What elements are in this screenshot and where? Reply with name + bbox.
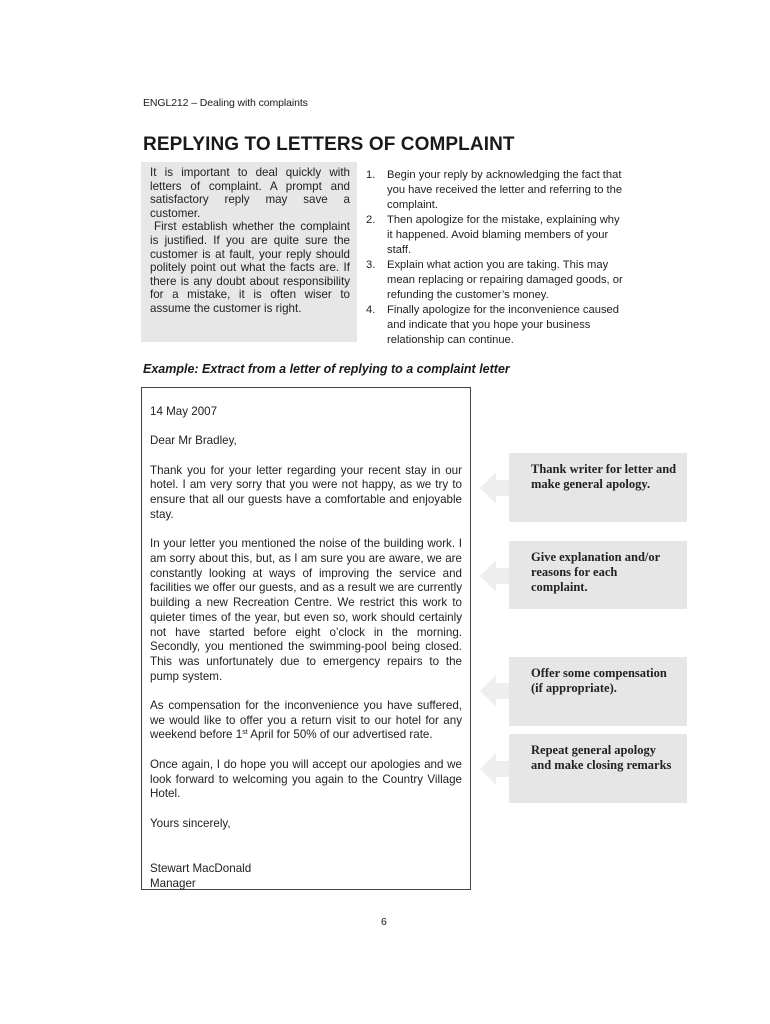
note-offer-compensation: Offer some compensation (if appropriate).	[509, 657, 687, 726]
steps-list	[366, 168, 626, 348]
date-ordinal-suffix: st	[242, 729, 248, 737]
step-item	[366, 168, 626, 213]
step-text: Explain what action you are taking. This may mean replacing or repairing damaged goods, or refunding the customer’s money.	[387, 259, 623, 301]
letter-paragraph-thanks: Thank you for your letter regarding your recent stay in our hotel. I am very sorry that you were not happy, as we try to ensure that all our guests have a comfortable and enjoyable stay.	[150, 463, 462, 521]
letter-signature-title: Manager	[150, 876, 196, 890]
note-repeat-apology: Repeat general apology and make closing remarks	[509, 734, 687, 803]
intro-paragraph-2: First establish whether the complaint is justified. If you are quite sure the customer is at fault, your reply should politely point out what the facts are. If there is any doubt about responsibility for a mistake, it is often wiser to assume the customer is right.	[150, 220, 350, 315]
left-arrow-icon	[479, 674, 513, 708]
step-text: Then apologize for the mistake, explaining why it happened. Avoid blaming members of your staff.	[387, 214, 620, 256]
intro-paragraph-1: It is important to deal quickly with letters of complaint. A prompt and satisfactory reply may save a customer.	[150, 166, 350, 220]
step-number: 4.	[366, 304, 376, 316]
left-arrow-icon	[479, 752, 513, 786]
letter-paragraph-explanation: In your letter you mentioned the noise of the building work. I am sorry about this, but, as I am sure you are aware, we are constantly looking at ways of improving the service and facilities we offer our guests, and as a result we are currently building a new Recreation Centre. We restrict this work to quieter times of the year, but even so, work should certainly not have started before eight o’clock in the morning. Secondly, you mentioned the swimming-pool being closed. This was unfortunately due to emergency repairs to the pump system.	[150, 537, 462, 683]
letter-paragraph-compensation	[150, 699, 462, 743]
step-item	[366, 213, 626, 258]
letter-paragraph-closing: Once again, I do hope you will accept our apologies and we look forward to welcoming you again to the Country Village Hotel.	[150, 757, 462, 801]
letter-salutation: Dear Mr Bradley,	[150, 434, 237, 448]
step-item	[366, 303, 626, 348]
note-give-explanation: Give explanation and/or reasons for each complaint.	[509, 541, 687, 609]
step-text: Begin your reply by acknowledging the fact that you have received the letter and referring to the complaint.	[387, 169, 623, 211]
course-header: ENGL212 – Dealing with complaints	[143, 97, 308, 109]
intro-box	[141, 162, 357, 342]
step-item	[366, 258, 626, 303]
example-letter	[141, 387, 471, 890]
example-heading: Example: Extract from a letter of replying to a complaint letter	[143, 362, 510, 376]
compensation-text-start: As compensation for the inconvenience you have suffered, we would like to offer you a return visit to our hotel for any weekend before 1	[150, 699, 462, 742]
step-number: 1.	[366, 169, 376, 181]
step-number: 2.	[366, 214, 376, 226]
left-arrow-icon	[479, 471, 513, 505]
step-number: 3.	[366, 259, 376, 271]
page-title: REPLYING TO LETTERS OF COMPLAINT	[143, 134, 515, 155]
letter-date: 14 May 2007	[150, 405, 218, 418]
compensation-text-end: April for 50% of our advertised rate.	[247, 728, 433, 742]
left-arrow-icon	[479, 559, 513, 593]
step-text: Finally apologize for the inconvenience caused and indicate that you hope your business relationship can continue.	[387, 304, 619, 346]
letter-complimentary-close: Yours sincerely,	[150, 816, 231, 830]
note-thank-writer: Thank writer for letter and make general apology.	[509, 453, 687, 522]
letter-signature-name: Stewart MacDonald	[150, 861, 252, 875]
page-number: 6	[381, 916, 387, 928]
